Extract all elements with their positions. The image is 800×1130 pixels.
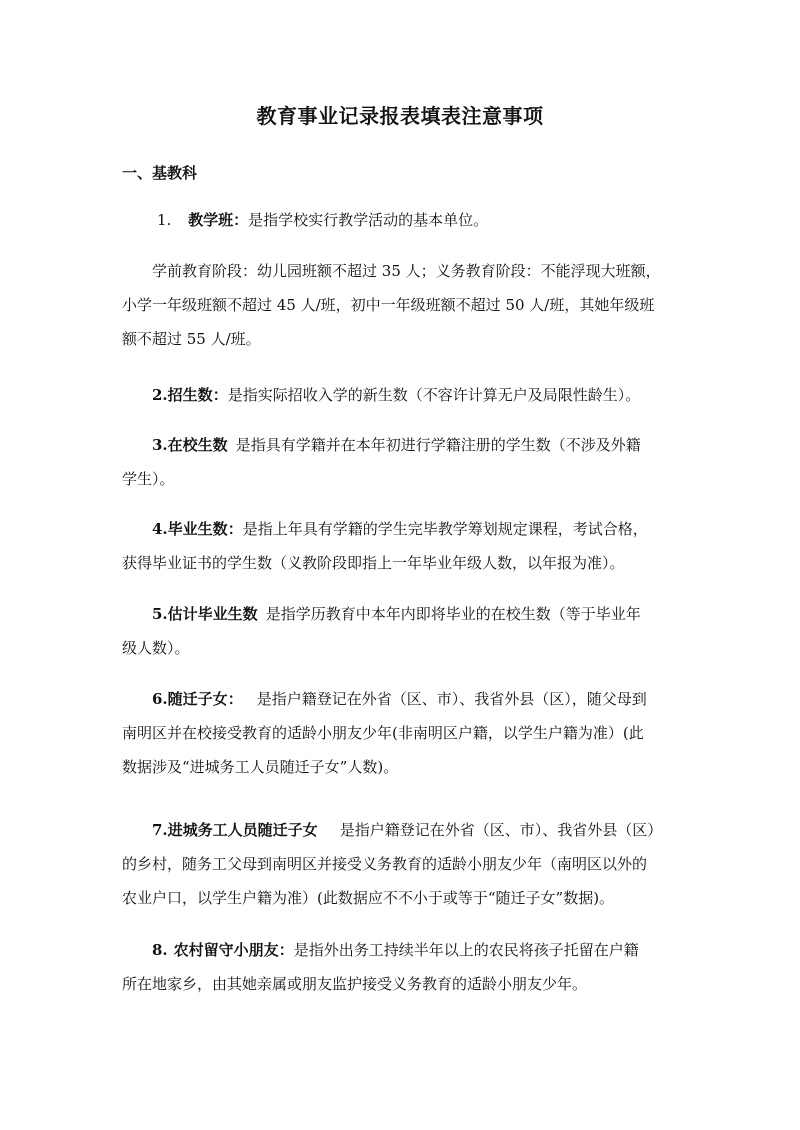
item-term: 随迁子女	[167, 690, 228, 708]
item-term: 进城务工人员随迁子女	[167, 821, 318, 839]
item-teaching-class	[122, 203, 692, 237]
item-migrant-children	[122, 682, 692, 784]
item-number: 1.	[157, 211, 172, 229]
item-number: 5.	[152, 605, 168, 623]
document-title: 教育事业记录报表填表注意事项	[256, 104, 544, 128]
item-separator: ：	[233, 211, 249, 229]
item-text: 学生）。	[122, 470, 175, 488]
paragraph-line: 学前教育阶段：幼儿园班额不超过 35 人；义务教育阶段：不能浮现大班额，	[152, 262, 661, 280]
item-text: 农业户口，以学生户籍为准）(此数据应不不小于或等于“随迁子女”数据)。	[122, 889, 615, 907]
item-text: 是指户籍登记在外省（区、市）、我省外县（区）	[339, 821, 663, 839]
item-term: 招生数	[167, 386, 213, 404]
item-text: 数据涉及“进城务工人员随迁子女”人数)。	[122, 758, 399, 776]
item-migrant-worker-children	[122, 813, 692, 915]
class-size-paragraph	[122, 254, 692, 356]
paragraph-line: 额不超过 55 人/班。	[122, 330, 261, 348]
item-text: 是指具有学籍并在本年初进行学籍注册的学生数（不涉及外籍	[235, 436, 641, 454]
item-separator: ：	[278, 941, 294, 959]
item-text: 所在地家乡，由其她亲属或朋友监护接受义务教育的适龄小朋友少年。	[122, 975, 588, 993]
item-term: 估计毕业生数	[167, 605, 258, 623]
item-number: 2.	[152, 386, 168, 404]
item-number: 7.	[152, 821, 168, 839]
item-number: 8.	[152, 941, 168, 959]
item-graduates	[122, 512, 692, 580]
item-text: 是指上年具有学籍的学生完毕教学筹划规定课程，考试合格，	[242, 520, 648, 538]
item-number: 4.	[152, 520, 168, 538]
item-text: 是指学历教育中本年内即将毕业的在校生数（等于毕业年	[265, 605, 641, 623]
item-text: 南明区并在校接受教育的适龄小朋友少年(非南明区户籍，以学生户籍为准）(此	[122, 724, 644, 742]
item-text: 的乡村，随务工父母到南明区并接受义务教育的适龄小朋友少年（南明区以外的	[122, 855, 648, 873]
item-left-behind-children	[122, 933, 692, 1001]
item-number: 3.	[152, 436, 168, 454]
item-enrollment	[122, 378, 692, 412]
item-text: 是指实际招收入学的新生数（不容许计算无户及局限性龄生）。	[227, 386, 641, 404]
section-heading: 一、基教科	[122, 164, 198, 182]
item-term: 农村留守小朋友	[173, 941, 279, 959]
item-text: 获得毕业证书的学生数（义教阶段即指上一年毕业年级人数，以年报为准）。	[122, 554, 625, 572]
item-estimated-graduates	[122, 597, 692, 665]
paragraph-line: 小学一年级班额不超过 45 人/班，初中一年级班额不超过 50 人/班，其她年级班	[122, 296, 655, 314]
item-number: 6.	[152, 690, 168, 708]
item-separator: ：	[212, 386, 228, 404]
item-text: 是指外出务工持续半年以上的农民将孩子托留在户籍	[293, 941, 639, 959]
item-term: 毕业生数	[167, 520, 228, 538]
item-term: 在校生数	[167, 436, 228, 454]
item-text: 级人数）。	[122, 639, 190, 657]
item-separator: ：	[227, 520, 243, 538]
item-text: 是指户籍登记在外省（区、市）、我省外县（区），随父母到	[256, 690, 647, 708]
item-text: 是指学校实行教学活动的基本单位。	[248, 211, 489, 229]
item-term: 教学班	[188, 211, 234, 229]
item-enrolled-students	[122, 428, 692, 496]
item-separator: ：	[227, 690, 243, 708]
